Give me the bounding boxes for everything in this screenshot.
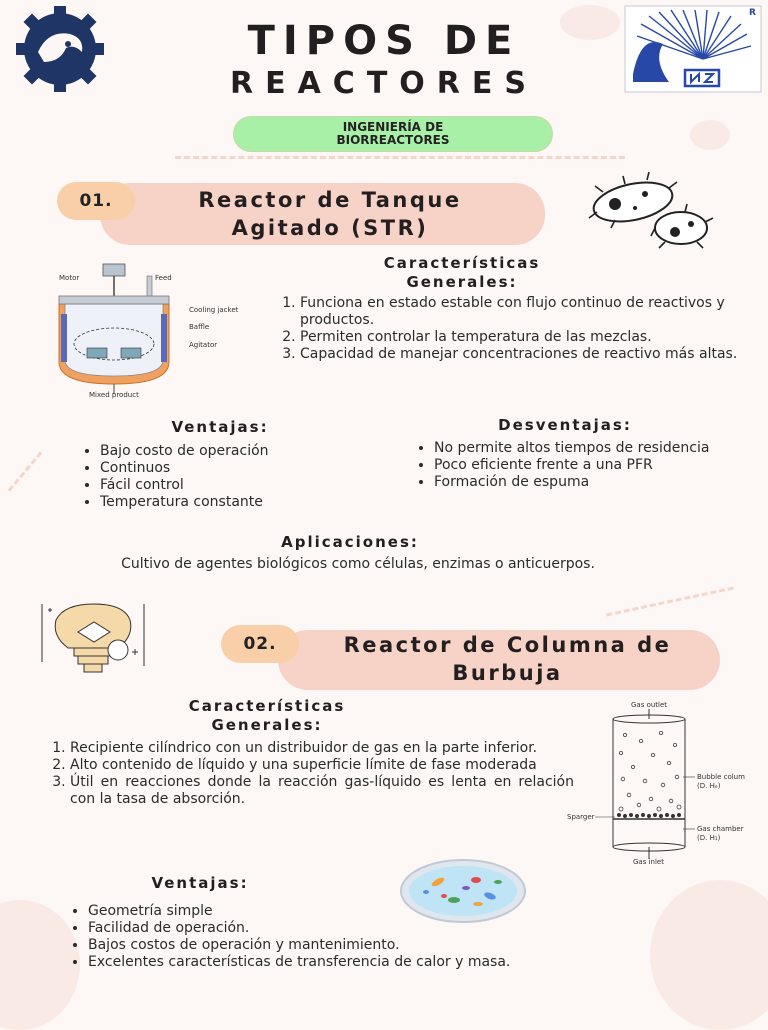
- page-title-line2: REACTORES: [230, 66, 538, 101]
- list-item: 3. Útil en reacciones donde la reacción gas-líquido es lenta en relación con la tasa de absorción.: [70, 774, 574, 808]
- section1-disadvantages-list: [412, 440, 752, 491]
- section1-advantages-heading: Ventajas:: [171, 418, 269, 436]
- list-item: • Poco eficiente frente a una PFR: [434, 457, 752, 474]
- diagram-label-chamber-sub: (D. H₁): [697, 834, 721, 842]
- decor-dash: [175, 156, 625, 159]
- section1-applications-text: Cultivo de agentes biológicos como células, enzimas o anticuerpos.: [121, 556, 595, 572]
- diagram-label-baffle: Baffle: [189, 323, 210, 331]
- list-item: • Temperatura constante: [100, 494, 400, 511]
- decor-dash: [8, 451, 42, 491]
- section1-features-list: [278, 295, 740, 363]
- section1-title: Reactor de Tanque Agitado (STR): [198, 188, 462, 240]
- section2-number: 02.: [221, 625, 299, 663]
- list-item: • Continuos: [100, 460, 400, 477]
- section2-advantages-list: [66, 903, 684, 971]
- diagram-label-sparger: Sparger: [567, 813, 595, 821]
- page-title-line1: TIPOS DE: [247, 18, 521, 64]
- section1-disadvantages-heading: Desventajas:: [498, 416, 632, 434]
- list-item: 1. Recipiente cilíndrico con un distribuidor de gas en la parte inferior.: [70, 740, 574, 757]
- section1-features-heading: Características Generales:: [383, 254, 541, 291]
- list-item: • Fácil control: [100, 477, 400, 494]
- diagram-label-product: Mixed product: [89, 391, 139, 399]
- list-item: 1. Funciona en estado estable con flujo continuo de reactivos y productos.: [300, 295, 740, 329]
- bubble-column-diagram: [565, 701, 750, 870]
- lightbulb-icon: [38, 602, 150, 680]
- section2-advantages-heading: Ventajas:: [151, 874, 249, 892]
- subject-pill: [233, 116, 553, 152]
- list-item: 3. Capacidad de manejar concentraciones de reactivo más altas.: [300, 346, 740, 363]
- section2-features-list: [48, 740, 574, 808]
- registered-mark: R: [749, 8, 756, 18]
- list-item: 2. Permiten controlar la temperatura de las mezclas.: [300, 329, 740, 346]
- list-item: • No permite altos tiempos de residencia: [434, 440, 752, 457]
- list-item: • Bajo costo de operación: [100, 443, 400, 460]
- bacteria-icon: [585, 172, 720, 254]
- diagram-label-chamber: Gas chamber: [697, 825, 744, 833]
- diagram-label-agitator: Agitator: [189, 341, 218, 349]
- section1-advantages-list: [78, 443, 400, 511]
- diagram-label-motor: Motor: [59, 274, 80, 282]
- section1-applications-heading: Aplicaciones:: [281, 533, 419, 551]
- diagram-label-outlet: Gas outlet: [631, 701, 668, 709]
- diagram-label-inlet: Gas inlet: [633, 858, 664, 866]
- list-item: • Geometría simple: [88, 903, 684, 920]
- section2-title: Reactor de Columna de Burbuja: [343, 633, 672, 685]
- diagram-label-column: Bubble colum: [697, 773, 745, 781]
- diagram-label-column-sub: (D. Hₑ): [697, 782, 721, 790]
- decor-dash: [606, 587, 734, 617]
- list-item: 2. Alto contenido de líquido y una superficie límite de fase moderada: [70, 757, 574, 774]
- decor-blob: [690, 120, 730, 150]
- diagram-label-feed: Feed: [155, 274, 172, 282]
- subject-label: INGENIERÍA DE BIORREACTORES: [336, 120, 450, 147]
- list-item: • Excelentes características de transferencia de calor y masa.: [88, 954, 684, 971]
- list-item: • Facilidad de operación.: [88, 920, 684, 937]
- section1-number: 01.: [57, 182, 135, 220]
- list-item: • Bajos costos de operación y mantenimiento.: [88, 937, 684, 954]
- diagram-label-cooling: Cooling jacket: [189, 306, 239, 314]
- stirred-tank-diagram: [55, 262, 255, 402]
- list-item: • Formación de espuma: [434, 474, 752, 491]
- section2-features-heading: Características Generales:: [188, 697, 346, 734]
